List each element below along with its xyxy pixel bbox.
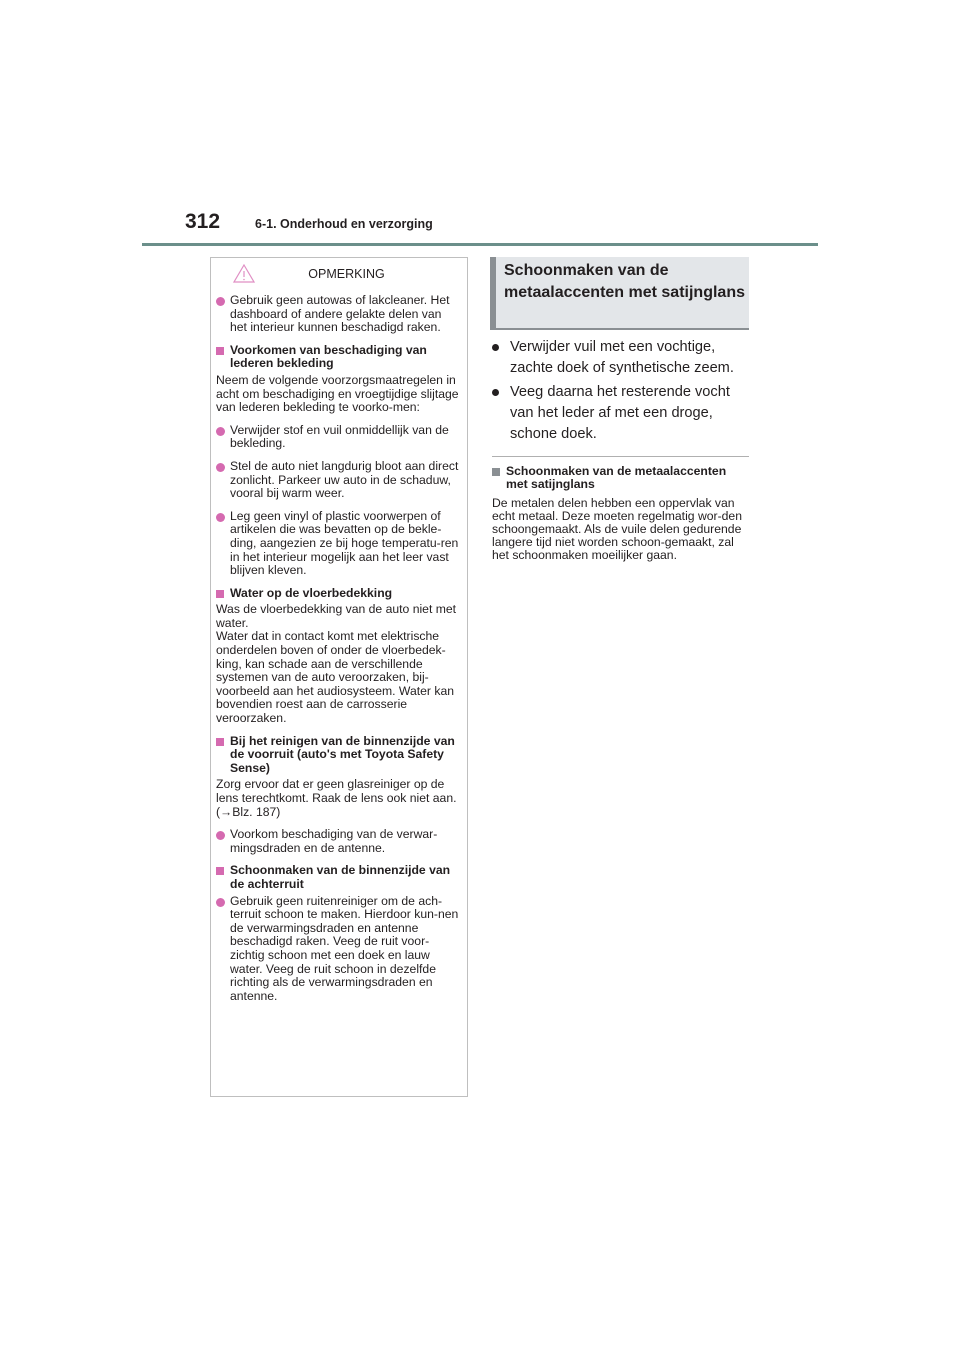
notice-bullet: Voorkom beschadiging van de verwar-mingsdraden en de antenne. [216, 828, 459, 855]
page-header [185, 210, 433, 234]
bullet-dot-icon [492, 344, 499, 351]
square-bullet-icon [216, 867, 224, 875]
page-number: 312 [185, 210, 221, 233]
bullet-dot-icon [216, 513, 225, 522]
notice-bullet: Gebruik geen autowas of lakcleaner. Het dashboard of andere gelakte delen van het interieur kunnen beschadigd raken. [216, 294, 459, 335]
info-subhead: Schoonmaken van de metaalaccenten met satijnglans [492, 465, 750, 491]
header-divider [142, 243, 818, 246]
square-bullet-icon [216, 347, 224, 355]
notice-box [210, 257, 468, 1097]
list-item: Veeg daarna het resterende vocht van het leder af met een droge, schone doek. [492, 382, 752, 445]
bullet-dot-icon [216, 297, 225, 306]
notice-header [216, 258, 459, 288]
bullet-dot-icon [492, 389, 499, 396]
section-divider [492, 456, 749, 457]
notice-bullet: Stel de auto niet langdurig bloot aan direct zonlicht. Parkeer uw auto in de schaduw, vooral bij warm weer. [216, 460, 459, 501]
notice-bullet: Gebruik geen ruitenreiniger om de ach-terruit schoon te maken. Hierdoor kun-nen de verwarmingsdraden en antenne beschadigd raken. Veeg de ruit voor-zichtig schoon met een doek en lauw water. Veeg de ruit schoon in dezelfde richting als de verwarmingsdraden en antenne. [216, 895, 459, 1004]
square-bullet-icon [216, 738, 224, 746]
warning-triangle-icon [233, 264, 255, 283]
section-heading: Schoonmaken van de metaalaccenten met satijnglans [490, 257, 749, 330]
notice-title: OPMERKING [308, 267, 385, 282]
section-title: 6-1. Onderhoud en verzorging [255, 217, 433, 231]
info-block [492, 465, 750, 562]
instruction-list [492, 337, 752, 448]
notice-paragraph: Was de vloerbedekking van de auto niet met water. Water dat in contact komt met elektrische onderdelen boven of onder de vloerbedek-king, kan schade aan de verschillende systemen van de auto veroorzaken, bij-voorbeeld aan het audiosysteem. Water kan bovendien roest aan de carrosserie veroorzaken. [216, 602, 457, 726]
bullet-dot-icon [216, 831, 225, 840]
notice-bullet: Verwijder stof en vuil onmiddellijk van de bekleding. [216, 424, 459, 451]
bullet-dot-icon [216, 463, 225, 472]
square-bullet-icon [216, 590, 224, 598]
notice-subhead: Voorkomen van beschadiging van lederen bekleding [216, 344, 459, 371]
bullet-dot-icon [216, 898, 225, 907]
notice-paragraph: Zorg ervoor dat er geen glasreiniger op de lens terechtkomt. Raak de lens ook niet aan. (→Blz. 187) [216, 777, 457, 819]
notice-subhead: Water op de vloerbedekking [216, 587, 459, 601]
list-item: Verwijder vuil met een vochtige, zachte doek of synthetische zeem. [492, 337, 752, 379]
info-paragraph: De metalen delen hebben een oppervlak van echt metaal. Deze moeten regelmatig wor-den schoongemaakt. Als de vuile delen gedurende langere tijd niet worden schoon-gemaakt, zal het schoonmaken moeilijker gaan. [492, 496, 742, 562]
notice-paragraph: Neem de volgende voorzorgsmaatregelen in acht om beschadiging en vroegtijdige slijtage van lederen bekleding te voorko-men: [216, 372, 459, 415]
square-bullet-icon [492, 468, 500, 476]
notice-bullet: Leg geen vinyl of plastic voorwerpen of artikelen die was bevatten op de bekle-ding, aangezien ze bij hoge temperatu-ren in het interieur mogelijk aan het leer vast blijven kleven. [216, 510, 459, 578]
notice-subhead: Schoonmaken van de binnenzijde van de achterruit [216, 864, 459, 891]
notice-subhead: Bij het reinigen van de binnenzijde van de voorruit (auto's met Toyota Safety Sense) [216, 735, 459, 776]
bullet-dot-icon [216, 427, 225, 436]
